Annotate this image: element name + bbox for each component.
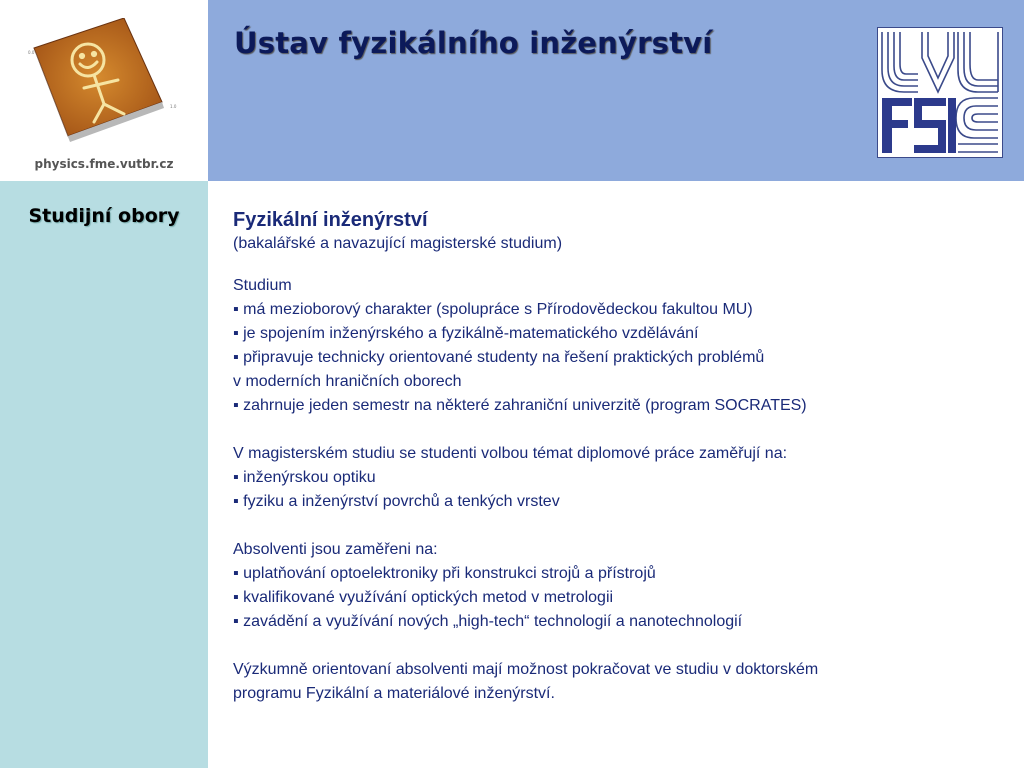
- master-intro: V magisterském studiu se studenti volbou témat diplomové práce zaměřují na:: [233, 445, 788, 462]
- svg-text:0.0: 0.0: [28, 50, 35, 55]
- website-url: physics.fme.vutbr.cz: [34, 157, 174, 171]
- afm-smiley-image: [28, 18, 188, 148]
- svg-text:1.0: 1.0: [170, 104, 177, 109]
- content-area: [233, 208, 1003, 706]
- study-point: ▪ je spojením inženýrského a fyzikálně-matematického vzdělávání: [233, 322, 1003, 346]
- study-point: ▪ má mezioborový charakter (spolupráce s Přírodovědeckou fakultou MU): [233, 298, 1003, 322]
- master-point: ▪ inženýrskou optiku: [233, 466, 1003, 490]
- master-point: ▪ fyziku a inženýrství povrchů a tenkých vrstev: [233, 490, 1003, 514]
- study-point: ▪ zahrnuje jeden semestr na některé zahraniční univerzitě (program SOCRATES): [233, 394, 1003, 418]
- research-text-line1: Výzkumně orientovaní absolventi mají možnost pokračovat ve studiu v doktorském: [233, 661, 819, 678]
- sidebar-panel: [0, 181, 208, 768]
- study-point-continuation: v moderních hraničních oborech: [233, 373, 462, 390]
- research-text-line2: programu Fyzikální a materiálové inženýrství.: [233, 685, 555, 702]
- graduates-point: ▪ zavádění a využívání nových „high-tech“ technologií a nanotechnologií: [233, 610, 1003, 634]
- sidebar-section-label: Studijní obory: [28, 205, 180, 227]
- graduates-point: ▪ uplatňování optoelektroniky při konstrukci strojů a přístrojů: [233, 562, 1003, 586]
- graduates-point: ▪ kvalifikované využívání optických metod v metrologii: [233, 586, 1003, 610]
- study-intro: Studium: [233, 277, 292, 294]
- study-point: ▪ připravuje technicky orientované studenty na řešení praktických problémů: [233, 346, 1003, 370]
- graduates-intro: Absolventi jsou zaměřeni na:: [233, 541, 438, 558]
- fsi-logo: [877, 27, 1003, 158]
- content-subheading: (bakalářské a navazující magisterské studium): [233, 235, 563, 252]
- page-title: Ústav fyzikálního inženýrství: [234, 26, 713, 60]
- content-heading: Fyzikální inženýrství: [233, 209, 428, 231]
